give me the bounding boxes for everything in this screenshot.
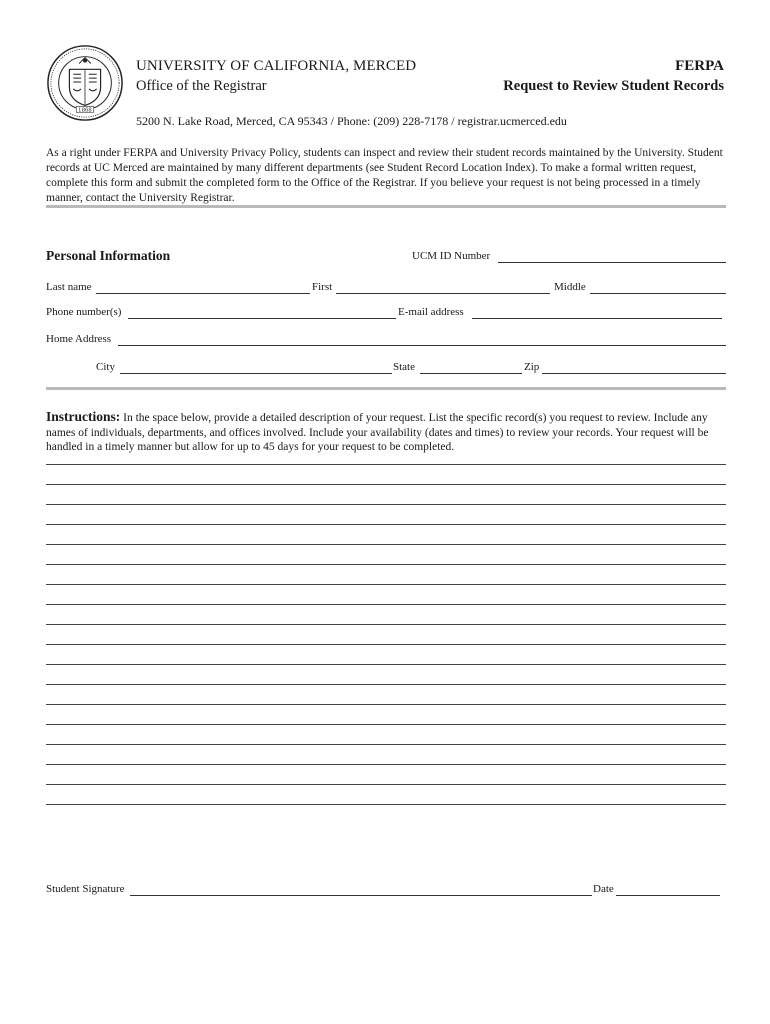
home-address-label: Home Address	[46, 333, 112, 345]
office-name: Office of the Registrar	[136, 78, 267, 94]
home-address-row	[46, 333, 726, 349]
request-line[interactable]	[46, 764, 726, 765]
instructions-block	[46, 410, 726, 455]
state-label: State	[393, 361, 415, 373]
request-line[interactable]	[46, 664, 726, 665]
email-field[interactable]	[472, 318, 722, 319]
middle-name-field[interactable]	[590, 293, 726, 294]
ucm-id-field[interactable]	[498, 262, 726, 263]
date-field[interactable]	[616, 895, 720, 896]
first-name-label: First	[312, 281, 333, 293]
request-line[interactable]	[46, 624, 726, 625]
signature-label: Student Signature	[46, 883, 125, 895]
request-line[interactable]	[46, 564, 726, 565]
request-line[interactable]	[46, 544, 726, 545]
signature-row	[46, 883, 726, 899]
seal-year: 1868	[78, 107, 92, 114]
city-field[interactable]	[120, 373, 392, 374]
signature-field[interactable]	[130, 895, 592, 896]
request-line[interactable]	[46, 684, 726, 685]
phone-field[interactable]	[128, 318, 396, 319]
state-field[interactable]	[420, 373, 522, 374]
ucm-id-row	[46, 250, 726, 266]
last-name-field[interactable]	[96, 293, 310, 294]
request-line[interactable]	[46, 744, 726, 745]
ucm-id-label: UCM ID Number	[412, 250, 491, 262]
request-line[interactable]	[46, 504, 726, 505]
request-line[interactable]	[46, 484, 726, 485]
university-seal-icon	[46, 44, 124, 122]
request-line[interactable]	[46, 804, 726, 805]
last-name-label: Last name	[46, 281, 92, 293]
address-line: 5200 N. Lake Road, Merced, CA 95343 / Phone: (209) 228-7178 / registrar.ucmerced.edu	[136, 114, 567, 128]
request-line[interactable]	[46, 704, 726, 705]
city-state-zip-row	[46, 361, 726, 377]
form-title: Request to Review Student Records	[503, 78, 724, 94]
email-label: E-mail address	[398, 306, 464, 318]
section-divider	[46, 387, 726, 390]
personal-info-title: Personal Information	[46, 248, 171, 263]
city-label: City	[96, 361, 115, 373]
form-code: FERPA	[675, 58, 724, 74]
zip-field[interactable]	[542, 373, 726, 374]
request-line[interactable]	[46, 464, 726, 465]
phone-label: Phone number(s)	[46, 306, 122, 318]
first-name-field[interactable]	[336, 293, 550, 294]
home-address-field[interactable]	[118, 345, 726, 346]
intro-paragraph: As a right under FERPA and University Privacy Policy, students can inspect and review their student records maintained by the University. Student records at UC Merced are maintained by many different departments (see Student Record Location Index). To make a formal written request, complete this form and submit the completed form to the Office of the Registrar. If you believe your request is not being processed in a timely manner, contact the University Registrar.	[46, 147, 723, 204]
request-line[interactable]	[46, 604, 726, 605]
request-line[interactable]	[46, 784, 726, 785]
university-name: UNIVERSITY OF CALIFORNIA, MERCED	[136, 58, 417, 74]
zip-label: Zip	[524, 361, 540, 373]
date-label: Date	[593, 883, 614, 895]
instructions-heading: Instructions:	[46, 409, 121, 424]
request-line[interactable]	[46, 524, 726, 525]
request-line[interactable]	[46, 644, 726, 645]
instructions-text: In the space below, provide a detailed description of your request. List the specific record(s) you request to review. Include any names of individuals, departments, and offices involved. Include your availability (dates and times) to review your records. Your request will be handled in a timely manner but allow for up to 45 days for your request to be completed.	[46, 412, 709, 453]
section-divider	[46, 205, 726, 208]
name-row	[46, 281, 726, 297]
request-line[interactable]	[46, 584, 726, 585]
middle-name-label: Middle	[554, 281, 586, 293]
request-line[interactable]	[46, 724, 726, 725]
phone-email-row	[46, 306, 726, 322]
